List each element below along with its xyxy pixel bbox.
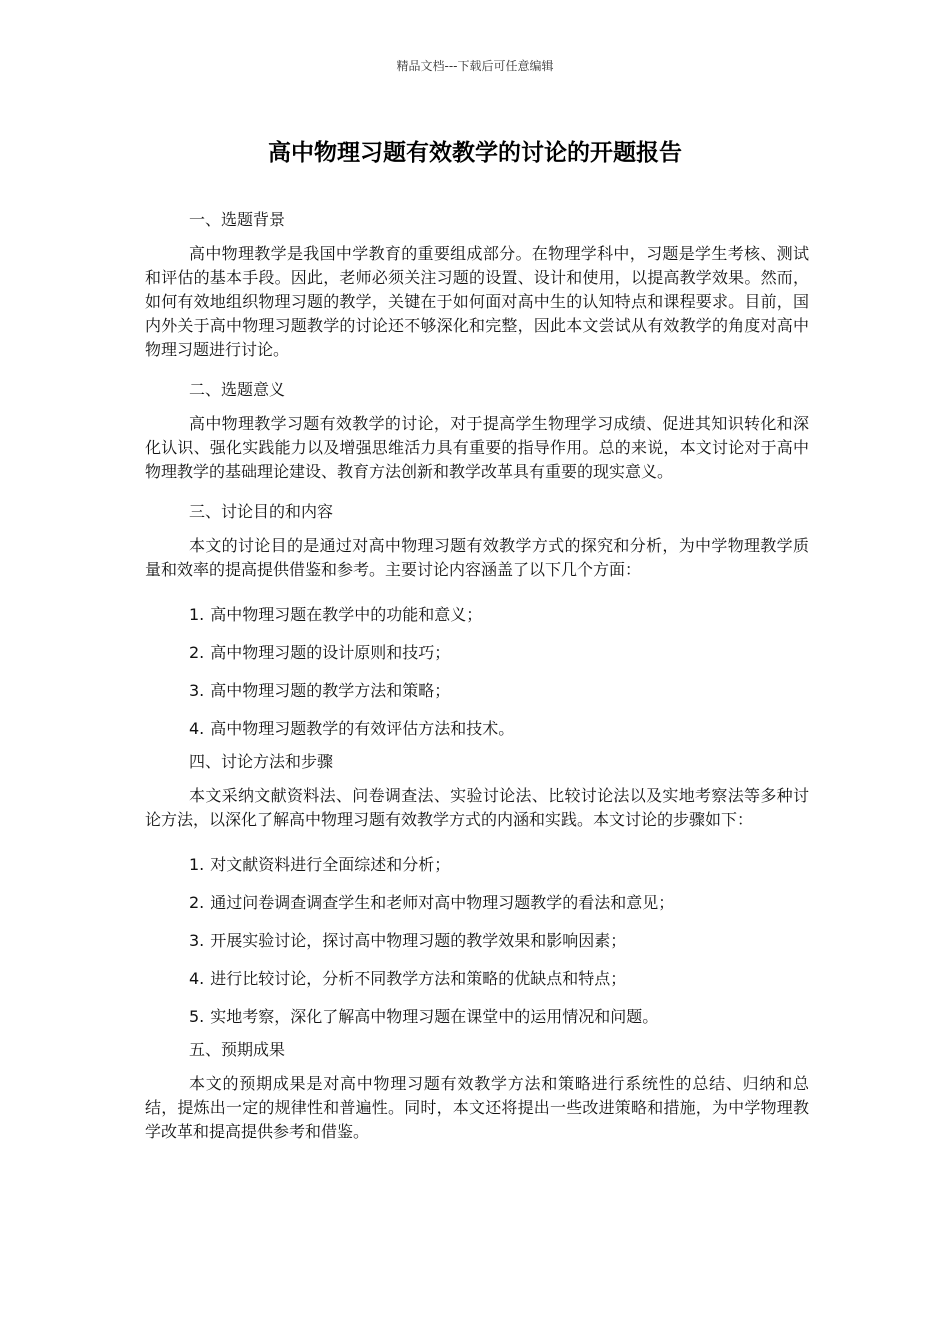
list-item-number: 4. — [189, 719, 205, 738]
section-heading: 二、选题意义 — [189, 380, 286, 399]
section-paragraph: 高中物理教学习题有效教学的讨论，对于提高学生物理学习成绩、促进其知识转化和深化认识、强化实践能力以及增强思维活力具有重要的指导作用。总的来说，本文讨论对于高中物理教学的基础理论建设、教育方法创新和教学改革具有重要的现实意义。 — [145, 414, 809, 481]
page-header: 精品文档---下载后可任意编辑 — [396, 59, 554, 73]
list-item-number: 3. — [189, 681, 205, 700]
list-item — [145, 710, 809, 748]
list-item-number: 5. — [189, 1007, 205, 1026]
list-item-text: 实地考察，深化了解高中物理习题在课堂中的运用情况和问题。 — [210, 1007, 659, 1026]
section-heading: 四、讨论方法和步骤 — [189, 752, 334, 771]
list-item-text: 高中物理习题教学的有效评估方法和技术。 — [210, 719, 515, 738]
section-paragraph: 本文的预期成果是对高中物理习题有效教学方法和策略进行系统性的总结、归纳和总结，提炼出一定的规律性和普遍性。同时，本文还将提出一些改进策略和措施，为中学物理教学改革和提高提供参考和借鉴。 — [145, 1074, 809, 1141]
list-item — [145, 846, 809, 884]
section-heading: 五、预期成果 — [189, 1040, 286, 1059]
list-item-text: 对文献资料进行全面综述和分析； — [210, 855, 451, 874]
section-paragraph: 本文的讨论目的是通过对高中物理习题有效教学方式的探究和分析，为中学物理教学质量和效率的提高提供借鉴和参考。主要讨论内容涵盖了以下几个方面： — [145, 536, 809, 579]
list-item-text: 开展实验讨论，探讨高中物理习题的教学效果和影响因素； — [210, 931, 627, 950]
list-item-text: 进行比较讨论，分析不同教学方法和策略的优缺点和特点； — [210, 969, 627, 988]
list-item — [145, 960, 809, 998]
list-item — [145, 672, 809, 710]
section-heading: 三、讨论目的和内容 — [189, 502, 334, 521]
list-item-number: 3. — [189, 931, 205, 950]
list-item-number: 1. — [189, 855, 205, 874]
list-item-text: 高中物理习题的设计原则和技巧； — [210, 643, 451, 662]
list-item — [145, 998, 809, 1036]
list-item-number: 2. — [189, 893, 205, 912]
document-body — [145, 206, 809, 1158]
list-item — [145, 922, 809, 960]
list-item — [145, 634, 809, 672]
list-item-number: 4. — [189, 969, 205, 988]
section-paragraph: 本文采纳文献资料法、问卷调查法、实验讨论法、比较讨论法以及实地考察法等多种讨论方法，以深化了解高中物理习题有效教学方式的内涵和实践。本文讨论的步骤如下： — [145, 786, 809, 829]
section-paragraph: 高中物理教学是我国中学教育的重要组成部分。在物理学科中，习题是学生考核、测试和评估的基本手段。因此，老师必须关注习题的设置、设计和使用，以提高教学效果。然而，如何有效地组织物理习题的教学，关键在于如何面对高中生的认知特点和课程要求。目前，国内外关于高中物理习题教学的讨论还不够深化和完整，因此本文尝试从有效教学的角度对高中物理习题进行讨论。 — [145, 244, 809, 359]
section-heading: 一、选题背景 — [189, 210, 286, 229]
document-title: 高中物理习题有效教学的讨论的开题报告 — [268, 140, 682, 166]
list-item-text: 高中物理习题的教学方法和策略； — [210, 681, 451, 700]
list-item — [145, 596, 809, 634]
list-item-text: 通过问卷调查调查学生和老师对高中物理习题教学的看法和意见； — [210, 893, 675, 912]
list-item — [145, 884, 809, 922]
list-item-text: 高中物理习题在教学中的功能和意义； — [210, 605, 483, 624]
list-item-number: 2. — [189, 643, 205, 662]
list-item-number: 1. — [189, 605, 205, 624]
